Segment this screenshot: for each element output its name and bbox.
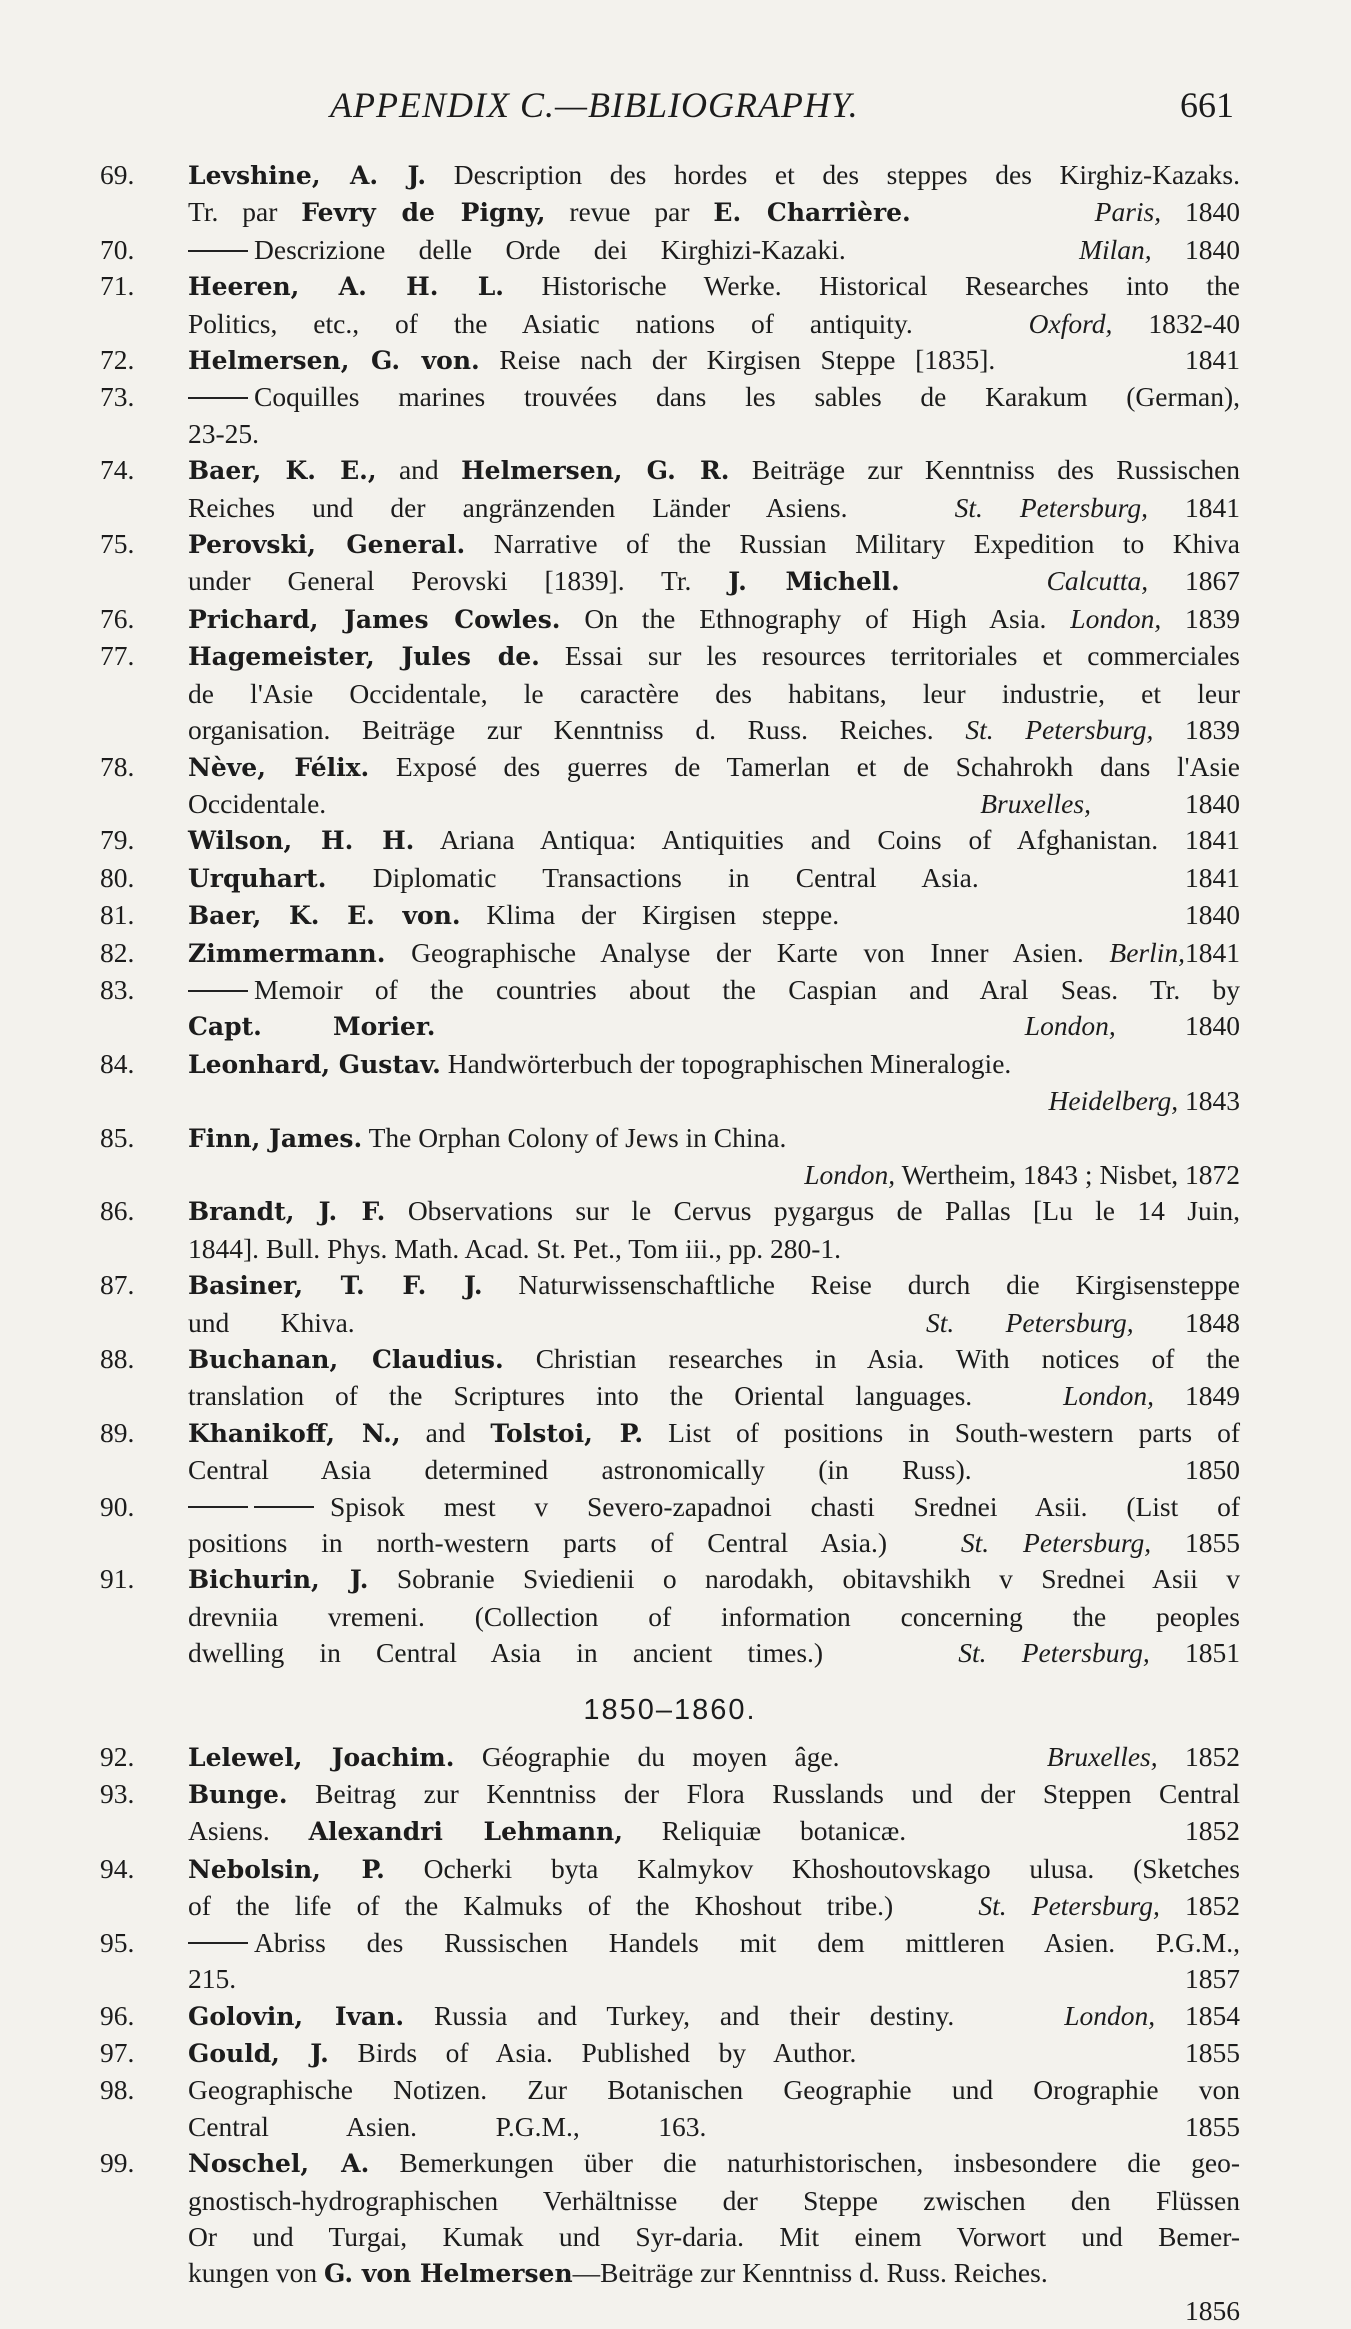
list-item: 94. Nebolsin, P. Ocherki byta Kalmykov Khoshoutovskago ulusa. (Sketches of the life of the Kalmuks of the Khoshout tribe.) St. Petersburg, 1852 xyxy=(100,1852,1241,1922)
list-item: 80. Urquhart. Diplomatic Transactions in Central Asia. 1841 xyxy=(100,861,1240,893)
list-item: 83. Memoir of the countries about the Caspian and Aral Seas. Tr. by Capt. Morier. London, 1840 xyxy=(100,973,1241,1042)
ditto-dash xyxy=(188,990,248,992)
list-item: 87. Basiner, T. F. J. Naturwissenschaftliche Reise durch die Kirgisensteppe und Khiva. St. Petersburg, 1848 xyxy=(100,1269,1241,1338)
list-item: 75. Perovski, General. Narrative of the Russian Military Expedition to Khiva under General Perovski [1839]. Tr. J. Michell. Calcutta, 1867 xyxy=(100,528,1240,597)
list-item: 82. Zimmermann. Geographische Analyse der Karte von Inner Asien. Berlin,1841 xyxy=(100,936,1241,968)
list-item: 74. Baer, K. E., and Helmersen, G. R. Beiträge zur Kenntniss des Russischen Reiches und der angränzenden Länder Asiens. St. Petersburg, 1841 xyxy=(100,454,1241,523)
running-header xyxy=(0,84,1351,134)
list-item: 88. Buchanan, Claudius. Christian researches in Asia. With notices of the translation of the Scriptures into the Oriental languages. London, 1849 xyxy=(100,1343,1241,1412)
list-item: 90. Spisok mest v Severo-zapadnoi chasti Srednei Asii. (List of positions in north-western parts of Central Asia.) St. Petersburg, 1855 xyxy=(100,1490,1241,1559)
list-item: 97. Gould, J. Birds of Asia. Published by Author. 1855 xyxy=(100,2036,1241,2068)
list-item: 96. Golovin, Ivan. Russia and Turkey, and their destiny. London, 1854 xyxy=(100,1999,1241,2031)
list-item: 85. Finn, James. The Orphan Colony of Jews in China. London, Wertheim, 1843 ; Nisbet, 1872 xyxy=(100,1121,1240,1190)
list-item: 93. Bunge. Beitrag zur Kenntniss der Flora Russlands und der Steppen Central Asiens. Alexandri Lehmann, Reliquiæ botanicæ. 1852 xyxy=(100,1778,1241,1847)
list-item: 98. Geographische Notizen. Zur Botanischen Geographie und Orographie von Central Asien. P.G.M., 163. 1855 xyxy=(100,2074,1241,2142)
ditto-dash xyxy=(188,397,248,399)
ditto-dash xyxy=(254,1506,314,1508)
list-item: 77. Hagemeister, Jules de. Essai sur les resources territoriales et commerciales de l'Asie Occidentale, le caractère des habitans, leur industrie, et leur organisation. Beiträge zur Kenntniss d. Russ. Reiches. St. Petersburg, 1839 xyxy=(100,640,1241,746)
list-item: 72. Helmersen, G. von. Reise nach der Kirgisen Steppe [1835]. 1841 xyxy=(100,344,1240,376)
list-item: 73. Coquilles marines trouvées dans les sables de Karakum (German), 23-25. xyxy=(100,381,1240,449)
list-item: 84. Leonhard, Gustav. Handwörterbuch der topographischen Mineralogie. Heidelberg, 1843 xyxy=(100,1047,1240,1117)
page-number: 661 xyxy=(1180,85,1234,125)
list-item: 76. Prichard, James Cowles. On the Ethnography of High Asia. London, 1839 xyxy=(100,602,1241,634)
list-item: 99. Noschel, A. Bemerkungen über die naturhistorischen, insbesondere die geo- gnostisch-hydrographischen Verhältnisse der Steppe zwischen den Flüssen Or und Turgai, Kumak und Syr-daria. Mit einem Vorwort und Bemer- kungen von G. von Helmersen—Beiträge zur Kenntniss d. Russ. Reiches. 1856 xyxy=(100,2147,1240,2326)
ditto-dash xyxy=(188,1506,248,1508)
list-item: 70. Descrizione delle Orde dei Kirghizi-Kazaki. Milan, 1840 xyxy=(100,233,1241,265)
entry-number: 69. xyxy=(100,159,135,190)
list-item: 78. Nève, Félix. Exposé des guerres de Tamerlan et de Schahrokh dans l'Asie Occidentale. Bruxelles, 1840 xyxy=(100,750,1241,819)
section-heading: 1850–1860. xyxy=(583,1693,757,1726)
running-title: APPENDIX C.—BIBLIOGRAPHY. xyxy=(330,85,859,125)
entry-author: Levshine, A. J. xyxy=(188,161,427,190)
list-item: 71. Heeren, A. H. L. Historische Werke. Historical Researches into the Politics, etc., of the Asiatic nations of antiquity. Oxford, 1832-40 xyxy=(100,270,1240,339)
list-item: 91. Bichurin, J. Sobranie Sviedienii o narodakh, obitavshikh v Srednei Asii v drevniia vremeni. (Collection of information concerning the peoples dwelling in Central Asia in ancient times.) St. Petersburg, 1851 xyxy=(100,1563,1241,1669)
list-item: 92. Lelewel, Joachim. Géographie du moyen âge. Bruxelles, 1852 xyxy=(100,1740,1240,1772)
list-item: 69. Levshine, A. J. Description des hordes et des steppes des Kirghiz-Kazaks. Tr. par Fevry de Pigny, revue par E. Charrière. Paris, 1840 xyxy=(100,159,1241,228)
ditto-dash xyxy=(188,1942,248,1944)
list-item: 95. Abriss des Russischen Handels mit dem mittleren Asien. P.G.M., 215. 1857 xyxy=(100,1926,1240,1995)
list-item: 81. Baer, K. E. von. Klima der Kirgisen steppe. 1840 xyxy=(100,899,1240,931)
ditto-dash xyxy=(188,250,248,252)
list-item: 89. Khanikoff, N., and Tolstoi, P. List of positions in South-western parts of Central Asia determined astronomically (in Russ). 1850 xyxy=(100,1416,1241,1486)
list-item: 86. Brandt, J. F. Observations sur le Cervus pygargus de Pallas [Lu le 14 Juin, 1844]. Bull. Phys. Math. Acad. St. Pet., Tom iii., pp. 280-1. xyxy=(100,1195,1241,1264)
list-item: 79. Wilson, H. H. Ariana Antiqua: Antiquities and Coins of Afghanistan. 1841 xyxy=(100,824,1241,856)
bibliography-list xyxy=(100,157,1240,2329)
